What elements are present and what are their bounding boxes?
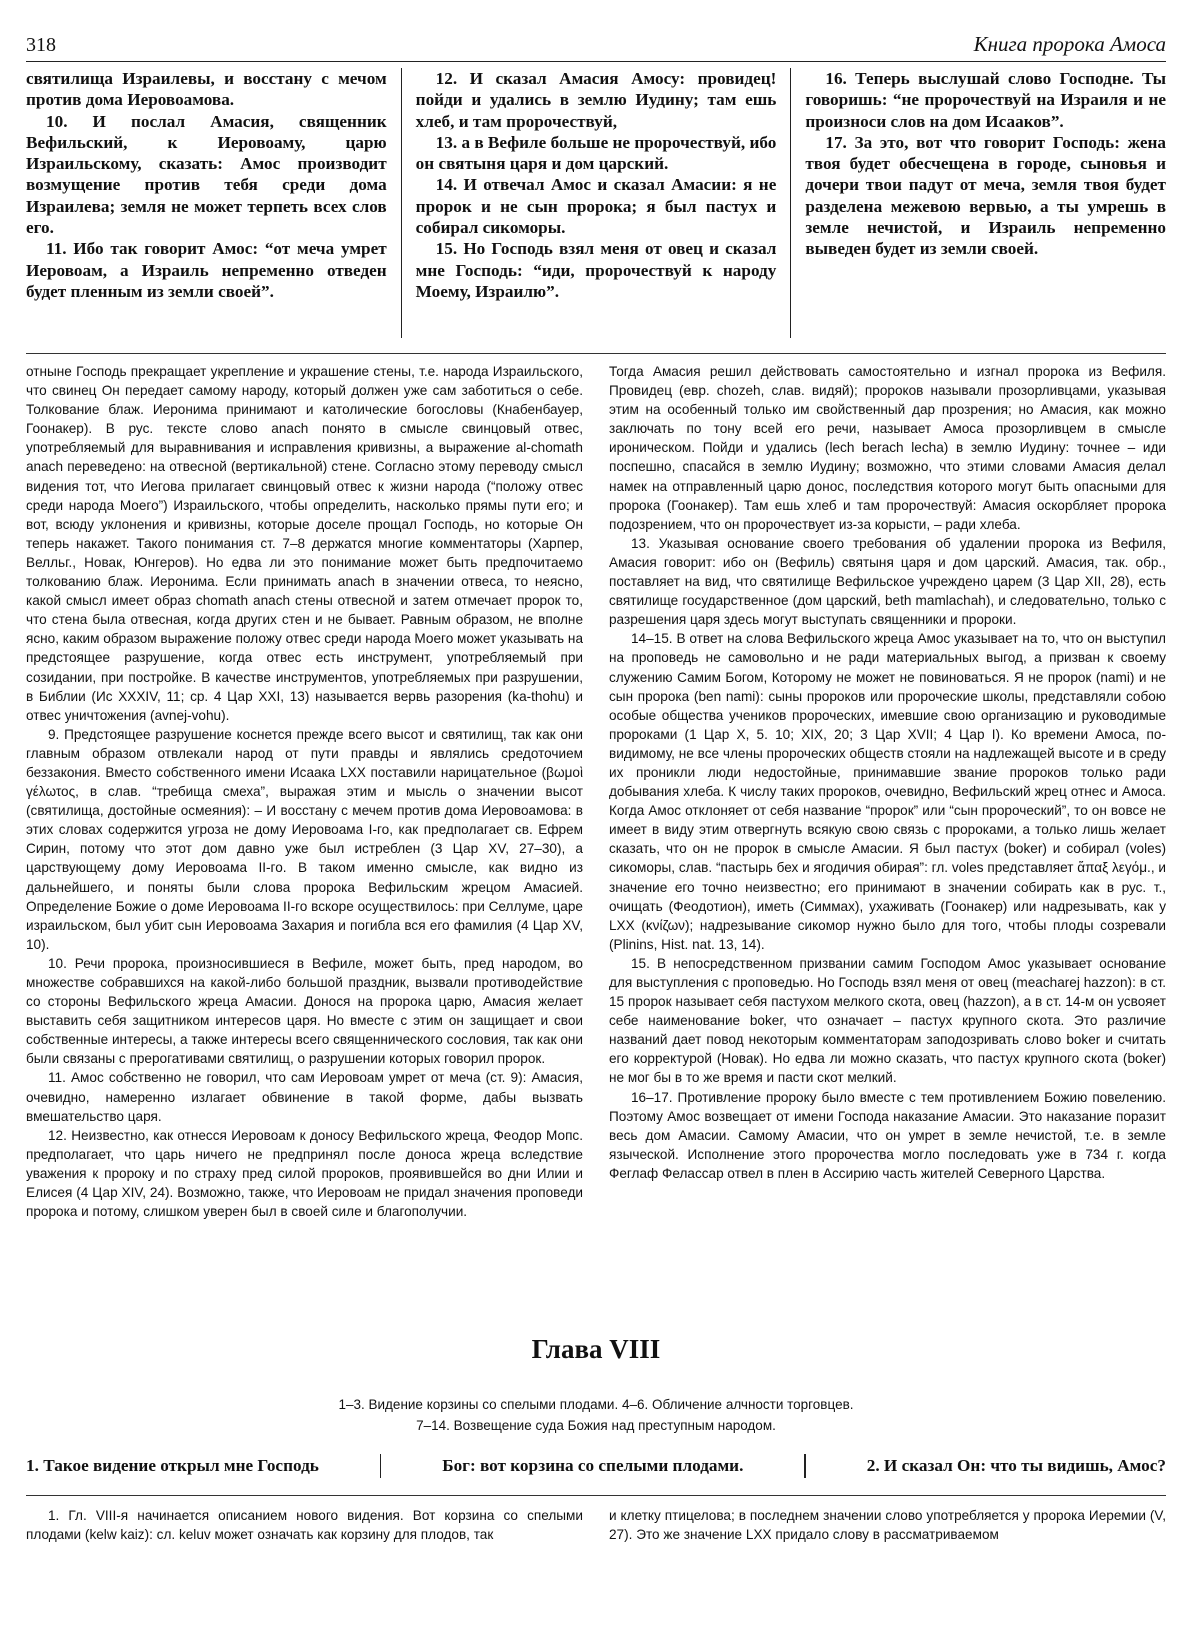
- section-divider: [26, 353, 1166, 354]
- commentary-paragraph: 1. Гл. VIII-я начинается описанием нового видения. Вот корзина со спелыми плодами (kelw kaiz): сл. keluv может означать как корзину для плодов, так: [26, 1508, 583, 1543]
- verse-text: 1. Такое видение открыл мне Господь: [26, 1456, 319, 1475]
- commentary-paragraph: отныне Господь прекращает укрепление и украшение стены, т.е. народа Израильского, что свинец Он передает самому народу, который должен уже сам заботиться о себе. Толкование блаж. Иеронима принимают и католические богословы (Кнабенбауер, Гоонакер). В рус. тексте слово anach понято в смысле свинцовый отвес, употребляемый для выравнивания и исправления кривизны, а выражение al-chomath anach переведено: на отвесной (вертикальной) стене. Согласно этому переводу смысл видения тот, что Иегова прилагает свинцовый отвес к жизни народа (“положу отвес среди народа Моего”) Израильского, чтобы определить, насколько прямы пути его; и вот, всюду уклонения и кривизны, которые доселе прощал Господь, но которые Он теперь накажет. Такого понимания ст. 7–8 держатся многие комментаторы (Харпер, Велльг., Новак, Юнгеров). Но едва ли это понимание может быть предпочитаемо толкованию блаж. Иеронима. Если принимать anach в значении отвеса, то неясно, какой смысл имеет образ chomath anach стены отвесной и затем отмечает пророк то, что стена была отвесная, когда других стен и не бывает. Равным образом, не вполне ясно, каким образом выражение положу отвес среди народа Моего может указывать на предстоящее разрушение, когда отвес есть инструмент, употребляемый при созидании, при постройке. В качестве инструментов, употребляемых при разрушении, в Библии (Ис XXXIV, 11; ср. 4 Цар XXI, 13) называется вервь разорения (ka-thohu) и отвес уничтожения (avnej-vohu).: [26, 364, 583, 723]
- page-header: [26, 16, 1166, 62]
- commentary-paragraph: 11. Амос собственно не говорил, что сам Иеровоам умрет от меча (ст. 9): Амасия, очевидно, намеренно излагает обвинение в такой форме, дабы вызвать вмешательство царя.: [26, 1070, 583, 1124]
- commentary-paragraph: 15. В непосредственном призвании самим Господом Амос указывает основание для выступления с проповедью. Но Господь взял меня от овец (meacharej hazzon): в ст. 15 пророк называет себя пастухом мелкого скота, овец (hazzon), а в ст. 14-м он усвояет себе наименование boker, что означает – пастух крупного скота. Это различие названий дает повод некоторым комментаторам заподозривать слово boker и считать его корректурой (Новак). Но едва ли можно сказать, что пастух крупного скота (boker) не мог бы в то же время и пасти скот мелкий.: [609, 955, 1166, 1086]
- commentary-paragraph: 12. Неизвестно, как отнесся Иеровоам к доносу Вефильского жреца, Феодор Мопс. предполагает, что царь ничего не предпринял после доноса жреца вследствие уважения к пророку и по страху пред силой пророков, проявившейся во дни Илии и Елисея (4 Цар XIV, 24). Возможно, также, что Иеровоам не придал значения проповеди пророка и потому, слишком уверен был в своей силе и благополучии.: [26, 1127, 583, 1220]
- chapter-summary-line: 7–14. Возвещение суда Божия над преступным народом.: [416, 1418, 776, 1433]
- commentary-paragraph: 10. Речи пророка, произносившиеся в Вефиле, может быть, пред народом, во множестве собравшихся на какой-либо большой праздник, вызвали противодействие со стороны Вефильского жреца Амасии. Донося на пророка царю, Амасия желает выставить себя защитником интересов царя. Но вместе с этим он защищает и свои собственные интересы, а также интересы всего священнического сословия, так как они были связаны с прерогативами святилищ, о разрушении которых говорил пророк.: [26, 955, 583, 1067]
- chapter-summary: [26, 1394, 1166, 1436]
- commentary-paragraph: 9. Предстоящее разрушение коснется прежде всего высот и святилищ, так как они главным образом отвлекали народ от пути правды и являлись средоточием беззакония. Вместо собственного имени Исаака LXX поставили нарицательное (βωμοὶ γέλωτος, в слав. “требища смеха”, выражая этим и мысль о значении высот (святилища, достойные осмеяния): – И восстану с мечем против дома Иеровоамова: в этих словах содержится угроза не дому Иеровоама I-го, как предполагает св. Ефрем Сирин, потому что этот дом давно уже был истреблен (3 Цар XV, 27–30), а царствующему дому Иеровоама II-го. В таком именно смысле, как видно из дальнейшего, и поняты были слова пророка Вефильским жрецом Амасией. Определение Божие о доме Иеровоама II-го вскоре осуществилось: при Селлуме, царе израильском, был убит сын Иеровоама Захария и погибла вся его фамилия (4 Цар XV, 10).: [26, 726, 583, 952]
- verse-text: 15. Но Господь взял меня от овец и сказал мне Господь: “иди, пророчествуй к народу Моему, Израилю”.: [415, 239, 777, 301]
- section-divider: [26, 1495, 1166, 1496]
- verse-text: святилища Израилевы, и восстану с мечом против дома Иеровоамова.: [26, 69, 387, 110]
- verse-text: Бог: вот корзина со спелыми плодами.: [442, 1456, 744, 1475]
- chapter-title: Глава VIII: [531, 1334, 661, 1364]
- column-separator: [804, 1454, 806, 1478]
- scripture-verses: [26, 68, 1166, 338]
- commentary-column-right: [609, 362, 1166, 1292]
- verse-text: 17. За это, вот что говорит Господь: жена твоя будет обесчещена в городе, сыновья и дочери твои падут от меча, земля твоя будет разделена межевою вервью, а ты умрешь в земле нечистой, и Израиль непременно выведен будет из земли своей.: [805, 132, 1167, 259]
- commentary-paragraph: и клетку птицелова; в последнем значении слово употребляется у пророка Иеремии (V, 27). Это же значение LXX придало слову в рассматриваемом: [609, 1508, 1166, 1543]
- chapter-verses: [26, 1449, 1166, 1483]
- running-title: Книга пророка Амоса: [973, 32, 1166, 56]
- verse-text: 16. Теперь выслушай слово Господне. Ты говоришь: “не пророчествуй на Израиля и не произноси слов на дом Исааков”.: [805, 69, 1167, 131]
- commentary-paragraph: 16–17. Противление пророку было вместе с тем противлением Божию повелению. Поэтому Амос возвещает от имени Господа наказание Амасии. Это наказание поразит весь дом Амасии. Самому Амасии, что он умрет в земле нечистой, т.е. в земле языческой. Исполнение этого пророчества могло последовать уже в 734 г. когда Феглаф Фелассар отвел в плен в Ассирию часть жителей Северного Царства.: [609, 1089, 1166, 1181]
- commentary-paragraph: 13. Указывая основание своего требования об удалении пророка из Вефиля, Амасия говорит: ибо он (Вефиль) святыня царя и дом царский. Амасия, так. обр., поставляет на вид, что святилище Вефильское учреждено царем (3 Цар XII, 28), есть святилище государственное (дом царский, beth mamlachah), и следовательно, только с разрешения царя здесь могут выступать священники и пророки.: [609, 535, 1166, 628]
- commentary-column-left: [26, 362, 583, 1292]
- commentary-column-right: [609, 1506, 1166, 1616]
- commentary-column-left: [26, 1506, 583, 1616]
- page-number: 318: [26, 34, 56, 56]
- commentary-paragraph: Тогда Амасия решил действовать самостоятельно и изгнал пророка из Вефиля. Провидец (евр. chozeh, слав. видяй); пророков называли прозорливцами, указывая этим на особенный только им свойственный дар прозрения; но Амасия, как можно заключать по тону всей его речи, называет Амоса прозорливцем в смысле ироническом. Пойди и удались (lech berach lecha) в землю Иудину: точнее – иди поспешно, спасайся в землю Иудину; возможно, что этими словами Амасия делал намек на отправленный царю донос, последствия которого могут быть опасными для пророка (Гоонакер). Там ешь хлеб и там пророчествуй: Амасия оскорбляет пророка подозрением, что он пророчествует из-за корысти, – ради хлеба.: [609, 364, 1166, 532]
- commentary: [26, 362, 1166, 1292]
- verse-text: 11. Ибо так говорит Амос: “от меча умрет Иеровоам, а Израиль непременно отведен будет пленным из земли своей”.: [26, 239, 387, 301]
- verse-column-3: [790, 68, 1166, 338]
- chapter-commentary: [26, 1506, 1166, 1616]
- verse-text: 13. а в Вефиле больше не пророчествуй, ибо он святыня царя и дом царский.: [415, 132, 777, 174]
- chapter-summary-line: 1–3. Видение корзины со спелыми плодами. 4–6. Обличение алчности торговцев.: [338, 1397, 854, 1412]
- verse-column-1: [26, 68, 401, 338]
- verse-text: 2. И сказал Он: что ты видишь, Амос?: [866, 1456, 1166, 1475]
- page: [26, 16, 1166, 1616]
- column-separator: [380, 1454, 382, 1478]
- verse-text: 12. И сказал Амасия Амосу: провидец! пойди и удались в землю Иудину; там ешь хлеб, и там пророчествуй,: [415, 69, 777, 131]
- verse-text: 14. И отвечал Амос и сказал Амасии: я не пророк и не сын пророка; я был пастух и собирал сикоморы.: [415, 175, 777, 238]
- commentary-paragraph: 14–15. В ответ на слова Вефильского жреца Амос указывает на то, что он выступил на проповедь не самовольно и не ради материальных выгод, а призван к своему служению Самим Богом, Которому не может не повиноваться. Я не пророк (nami) и не сын пророка (ben nami): сыны пророков или пророческие школы, представляли собою особые общества учеников пророческих, имевшие свою организацию и руководимые пророками (1 Цар X, 5. 10; XIX, 20; 3 Цар XVII; 4 Цар I). Ко времени Амоса, по-видимому, не все члены пророческих обществ стояли на надлежащей высоте и в среду их проникли люди недостойные, принимавшие звание пророков только ради добывания хлеба. К числу таких пророков, очевидно, Вефильский жрец отнес и Амоса. Когда Амос отклоняет от себя название “пророк” или “сын пророческий”, то он вовсе не имеет в виду этим отвергнуть всякую свою связь с пророками, а только лишь желает сказать, что он не пророк в смысле Амасии. Я был пастух (boker) и собирал (voles) сикоморы, слав. “пастырь бех и ягодичия обирая”: гл. voles представляет ἅπαξ λεγόμ., и значение его точно неизвестно; его принимают в значении собирать как в рус. т., очищать (Феодотион), иметь (Симмах), ухаживать (Гоонакер) или надрезывать, как у LXX (κνίζων); надрезывание сикомор нужно было для того, чтобы плоды созревали (Plinins, Hist. nat. 13, 14).: [609, 631, 1166, 952]
- verse-text: 10. И послал Амасия, священник Вефильский, к Иеровоаму, царю Израильскому, сказать: Амос производит возмущение против тебя среди дома Израилева; земля не может терпеть всех слов его.: [26, 111, 387, 238]
- verse-column-2: [401, 68, 791, 338]
